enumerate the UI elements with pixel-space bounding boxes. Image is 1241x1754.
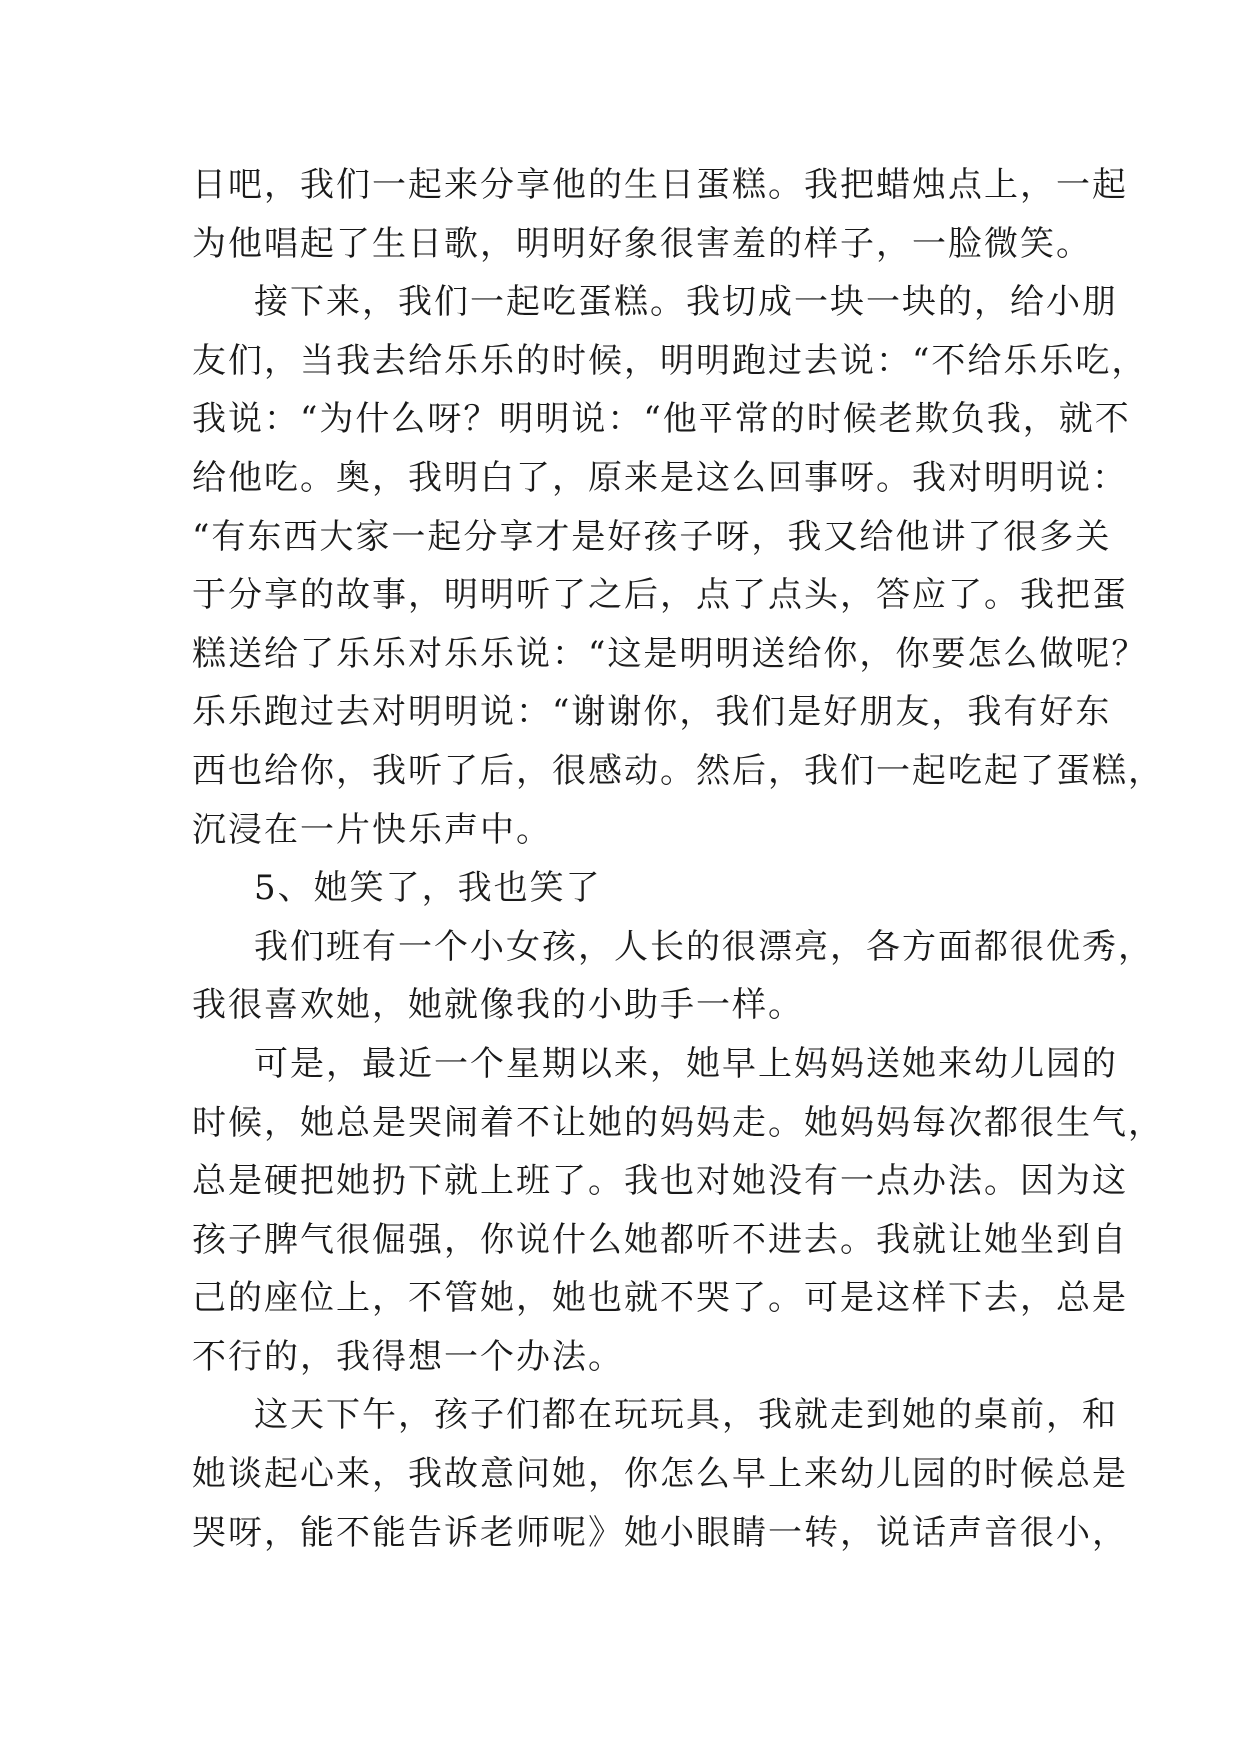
text-line: 为他唱起了生日歌，明明好象很害羞的样子，一脸微笑。	[192, 223, 1092, 264]
text-line: “有东西大家一起分享才是好孩子呀，我又给他讲了很多关	[192, 516, 1112, 557]
text-line: 哭呀，能不能告诉老师呢》她小眼睛一转，说话声音很小，	[192, 1512, 1128, 1553]
text-line: 可是，最近一个星期以来，她早上妈妈送她来幼儿园的	[254, 1043, 1118, 1084]
text-line: 西也给你，我听了后，很感动。然后，我们一起吃起了蛋糕，	[192, 750, 1164, 791]
text-line: 她谈起心来，我故意问她，你怎么早上来幼儿园的时候总是	[192, 1454, 1128, 1495]
text-line: 我很喜欢她，她就像我的小助手一样。	[192, 985, 804, 1026]
text-line: 给他吃。奥，我明白了，原来是这么回事呀。我对明明说：	[192, 457, 1128, 498]
text-line: 总是硬把她扔下就上班了。我也对她没有一点办法。因为这	[192, 1161, 1128, 1202]
text-line: 时候，她总是哭闹着不让她的妈妈走。她妈妈每次都很生气，	[192, 1102, 1164, 1143]
text-line: 孩子脾气很倔强，你说什么她都听不进去。我就让她坐到自	[192, 1219, 1128, 1260]
text-line: 于分享的故事，明明听了之后，点了点头，答应了。我把蛋	[192, 575, 1128, 616]
text-line: 我们班有一个小女孩，人长的很漂亮，各方面都很优秀，	[254, 926, 1154, 967]
text-line: 日吧，我们一起来分享他的生日蛋糕。我把蜡烛点上，一起	[192, 165, 1128, 205]
document-body	[192, 156, 1164, 1562]
text-line: 糕送给了乐乐对乐乐说：“这是明明送给你，你要怎么做呢？	[192, 633, 1148, 674]
text-line: 乐乐跑过去对明明说：“谢谢你，我们是好朋友，我有好东	[192, 692, 1112, 733]
text-line: 友们，当我去给乐乐的时候，明明跑过去说：“不给乐乐吃，	[192, 340, 1148, 381]
text-line: 我说：“为什么呀？明明说：“他平常的时候老欺负我，就不	[192, 399, 1131, 440]
text-line: 接下来，我们一起吃蛋糕。我切成一块一块的，给小朋	[254, 282, 1118, 323]
text-line: 不行的，我得想一个办法。	[192, 1336, 624, 1377]
text-line: 这天下午，孩子们都在玩玩具，我就走到她的桌前，和	[254, 1395, 1118, 1436]
text-line: 沉浸在一片快乐声中。	[192, 809, 552, 850]
section-heading: 5、她笑了，我也笑了	[254, 868, 602, 909]
text-line: 己的座位上，不管她，她也就不哭了。可是这样下去，总是	[192, 1278, 1128, 1319]
